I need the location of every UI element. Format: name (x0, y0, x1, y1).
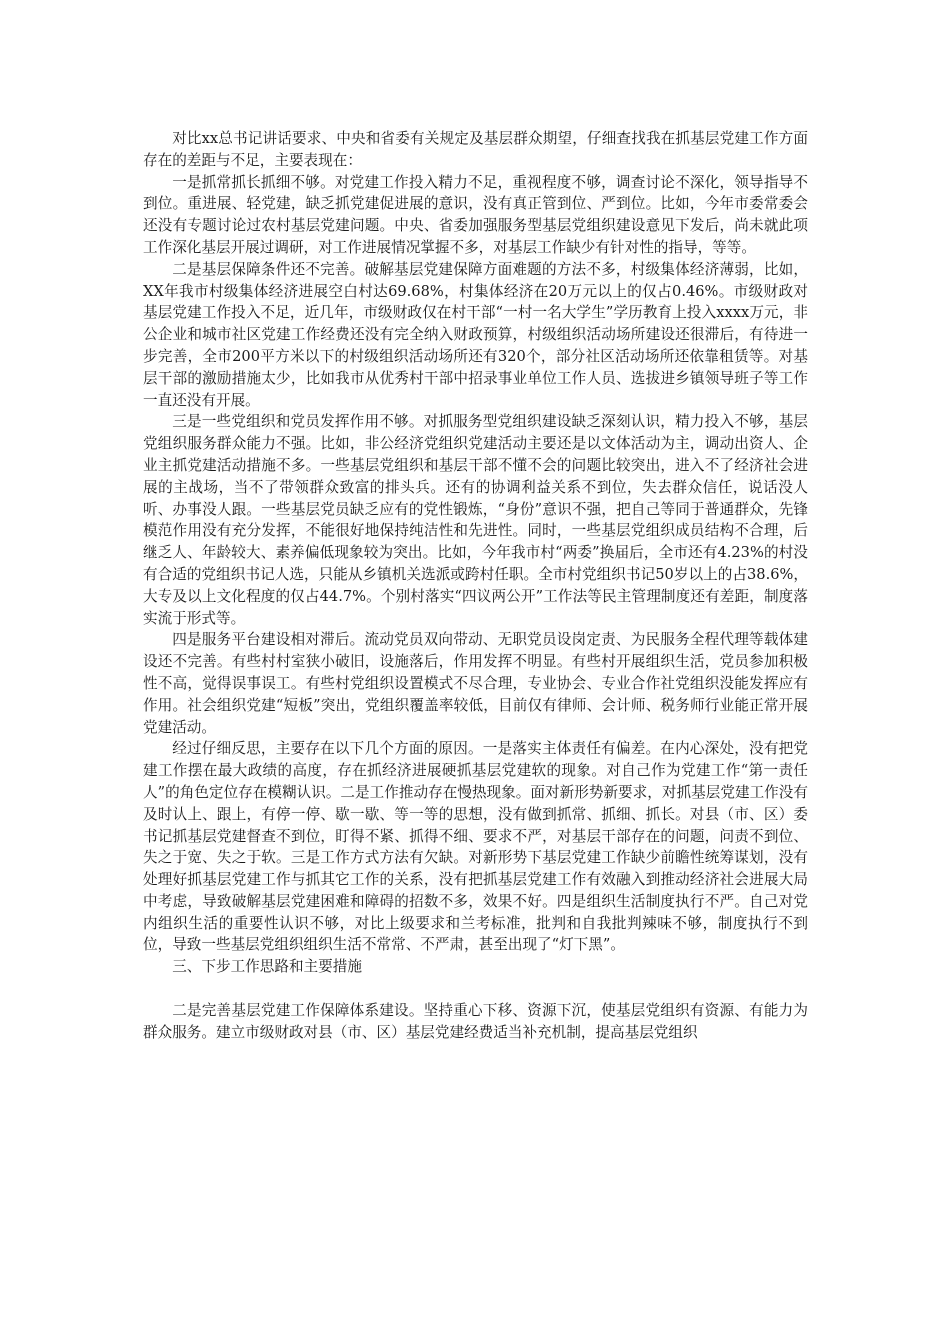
paragraph-point-2: 二是基层保障条件还不完善。破解基层党建保障方面难题的方法不多，村级集体经济薄弱，比如，XX年我市村级集体经济进展空白村达69.68%，村集体经济在20万元以上的仅占0.46%。市级财政对基层党建工作投入不足，近几年，市级财政仅在村干部“一村一名大学生”学历教育上投入xxxx万元，非公企业和城市社区党建工作经费还没有完全纳入财政预算，村级组织活动场所建设还很滞后，有待进一步完善，全市200平方米以下的村级组织活动场所还有320个，部分社区活动场所还依靠租赁等。对基层干部的激励措施太少，比如我市从优秀村干部中招录事业单位工作人员、选拔进乡镇领导班子等工作一直还没有开展。 (143, 260, 808, 409)
paragraph-causes: 经过仔细反思，主要存在以下几个方面的原因。一是落实主体责任有偏差。在内心深处，没有把党建工作摆在最大政绩的高度，存在抓经济进展硬抓基层党建软的现象。对自己作为党建工作“第一责任人”的角色定位存在模糊认识。二是工作推动存在慢热现象。面对新形势新要求，对抓基层党建工作没有及时认上、跟上，有停一停、歇一歇、等一等的思想，没有做到抓常、抓细、抓长。对县（市、区）委书记抓基层党建督查不到位，盯得不紧、抓得不细、要求不严，对基层干部存在的问题，问责不到位、失之于宽、失之于软。三是工作方式方法有欠缺。对新形势下基层党建工作缺少前瞻性统筹谋划，没有处理好抓基层党建工作与抓其它工作的关系，没有把抓基层党建工作有效融入到推动经济社会进展大局中考虑，导致破解基层党建困难和障碍的招数不多，效果不好。四是组织生活制度执行不严。自己对党内组织生活的重要性认识不够，对比上级要求和兰考标准，批判和自我批判辣味不够，制度执行不到位，导致一些基层党组织组织生活不常常、不严肃，甚至出现了“灯下黑”。 (143, 740, 808, 954)
blank-line (143, 978, 808, 1000)
paragraph-point-1: 一是抓常抓长抓细不够。对党建工作投入精力不足，重视程度不够，调查讨论不深化，领导指导不到位。重进展、轻党建，缺乏抓党建促进展的意识，没有真正管到位、严到位。比如，今年市委常委会还没有专题讨论过农村基层党建问题。中央、省委加强服务型基层党组织建设意见下发后，尚未就此项工作深化基层开展过调研，对工作进展情况掌握不多，对基层工作缺少有针对性的指导，等等。 (143, 173, 808, 256)
paragraph-measure-2: 二是完善基层党建工作保障体系建设。坚持重心下移、资源下沉，使基层党组织有资源、有能力为群众服务。建立市级财政对县（市、区）基层党建经费适当补充机制，提高基层党组织 (143, 1002, 808, 1041)
paragraph-point-3: 三是一些党组织和党员发挥作用不够。对抓服务型党组织建设缺乏深刻认识，精力投入不够，基层党组织服务群众能力不强。比如，非公经济党组织党建活动主要还是以文体活动为主，调动出资人、企业主抓党建活动措施不多。一些基层党组织和基层干部不懂不会的问题比较突出，进入不了经济社会进展的主战场，当不了带领群众致富的排头兵。还有的协调利益关系不到位，失去群众信任，说话没人听、办事没人跟。一些基层党员缺乏应有的党性锻炼，“身份”意识不强，把自己等同于普通群众，先锋模范作用没有充分发挥，不能很好地保持纯洁性和先进性。同时，一些基层党组织成员结构不合理，后继乏人、年龄较大、素养偏低现象较为突出。比如，今年我市村“两委”换届后，全市还有4.23%的村没有合适的党组织书记人选，只能从乡镇机关选派或跨村任职。全市村党组织书记50岁以上的占38.6%，大专及以上文化程度的仅占44.7%。个别村落实“四议两公开”工作法等民主管理制度还有差距，制度落实流于形式等。 (143, 413, 808, 627)
paragraph-point-4: 四是服务平台建设相对滞后。流动党员双向带动、无职党员设岗定责、为民服务全程代理等载体建设还不完善。有些村村室狭小破旧，设施落后，作用发挥不明显。有些村开展组织生活，党员参加积极性不高，觉得误事误工。有些村党组织设置模式不尽合理，专业协会、专业合作社党组织没能发挥应有作用。社会组织党建“短板”突出，党组织覆盖率较低，目前仅有律师、会计师、税务师行业能正常开展党建活动。 (143, 631, 808, 736)
document-body (143, 128, 808, 1044)
paragraph-intro: 对比xx总书记讲话要求、中央和省委有关规定及基层群众期望，仔细查找我在抓基层党建工作方面存在的差距与不足，主要表现在： (143, 130, 808, 169)
section-heading: 三、下步工作思路和主要措施 (172, 958, 362, 976)
